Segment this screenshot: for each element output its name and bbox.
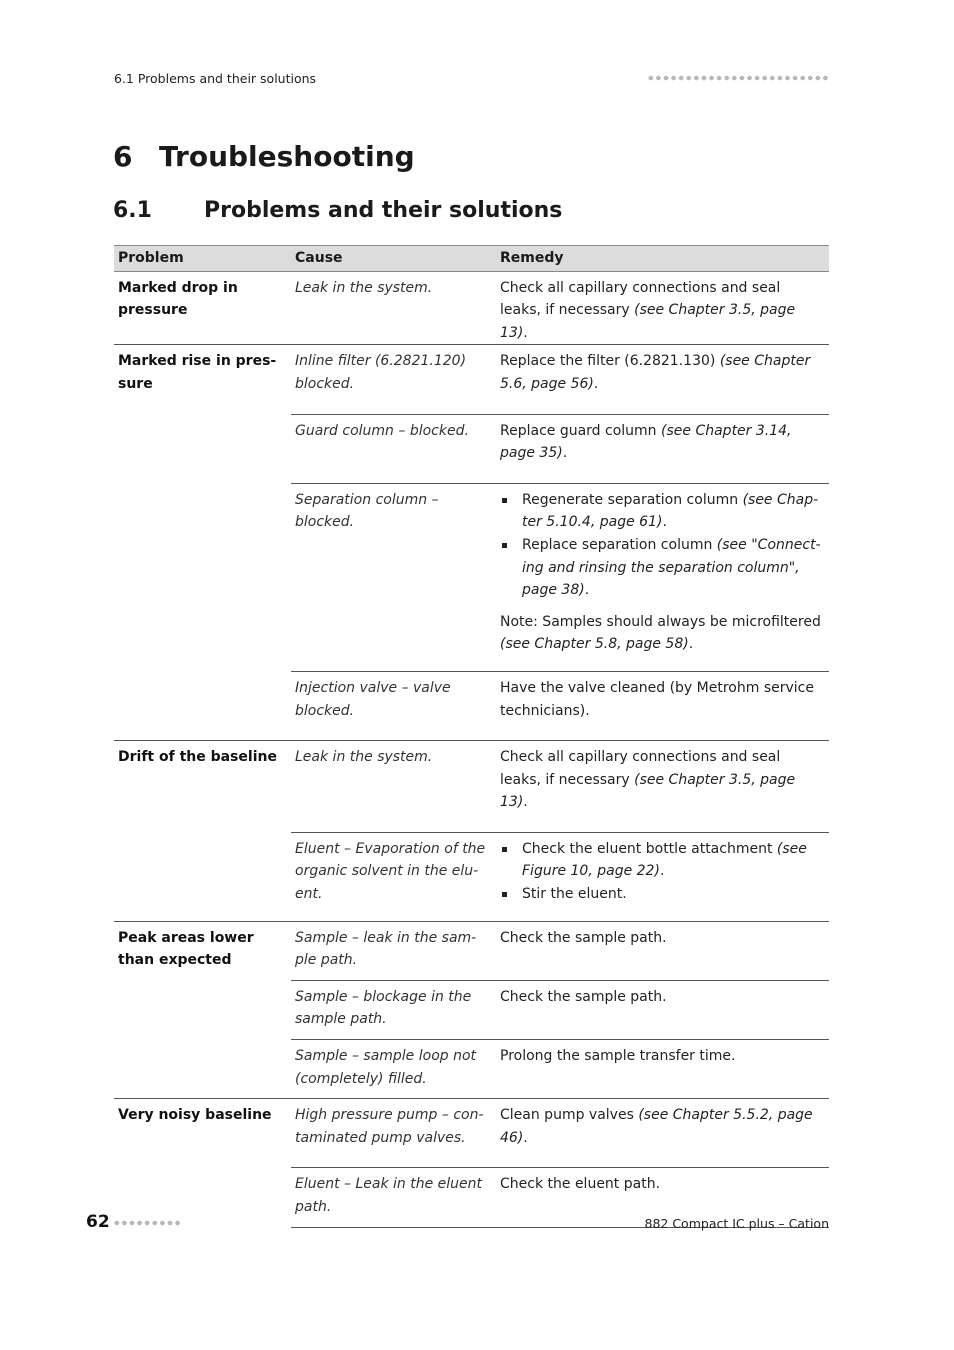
note-end: .	[688, 636, 694, 653]
cause-cell: Leak in the system.	[295, 279, 433, 296]
remedy-end: .	[523, 794, 528, 811]
table-header-row	[114, 246, 829, 272]
table-row	[114, 1099, 829, 1168]
remedy-end: .	[523, 1129, 528, 1146]
cause-cell: High pressure pump – con- taminated pump valves.	[291, 1099, 496, 1168]
remedy-cell	[496, 414, 829, 483]
bullet-end: .	[584, 582, 590, 599]
cause-cell: Sample – sample loop not (completely) filled.	[291, 1040, 496, 1099]
table-row	[114, 271, 829, 345]
remedy-reference: (see Chapter 3.5, page 13)	[500, 302, 796, 341]
list-item	[500, 883, 825, 906]
remedy-bullet-list	[500, 838, 825, 906]
table-row	[114, 921, 829, 980]
table-row	[114, 741, 829, 833]
remedy-end: .	[593, 375, 599, 392]
page-number: 62	[86, 1212, 110, 1232]
remedy-cell	[496, 271, 829, 345]
cause-cell: Guard column – blocked.	[291, 414, 496, 483]
bullet-text: Check the eluent bottle attachment	[522, 840, 773, 857]
column-header-cause: Cause	[291, 246, 496, 272]
problem-cell: Peak areas lower than expected	[114, 921, 291, 1099]
bullet-text: Replace separation column	[522, 536, 713, 553]
column-header-problem: Problem	[114, 246, 291, 272]
cause-cell: Inline filter (6.2821.120) blocked.	[291, 345, 496, 414]
bullet-end: .	[659, 863, 665, 880]
remedy-text: Check all capillary connections and seal leaks, if necessary	[500, 279, 781, 319]
problem-cell: Very noisy baseline	[114, 1099, 291, 1227]
troubleshooting-table	[114, 245, 829, 1228]
column-header-remedy: Remedy	[496, 246, 829, 272]
remedy-cell: Check the sample path.	[496, 921, 829, 980]
chapter-number: 6	[113, 140, 133, 173]
cause-cell: Injection valve – valve blocked.	[291, 671, 496, 740]
bullet-text: Regenerate separation column	[522, 491, 739, 508]
cause-cell: Leak in the system.	[291, 741, 496, 833]
remedy-cell	[496, 741, 829, 833]
running-header: 6.1 Problems and their solutions	[114, 71, 317, 86]
remedy-reference: (see Chapter 5.5.2, page 46)	[500, 1107, 813, 1146]
remedy-bullet-list	[500, 489, 825, 602]
remedy-cell	[496, 345, 829, 414]
cause-cell: Sample – blockage in the sample path.	[291, 980, 496, 1039]
remedy-end: .	[562, 445, 568, 462]
remedy-reference: (see Chapter 3.5, page 13)	[500, 771, 796, 811]
remedy-cell: Have the valve cleaned (by Metrohm service technicians).	[496, 671, 829, 740]
problem-cell: Marked rise in pres- sure	[114, 345, 291, 741]
bullet-text: Stir the eluent.	[522, 886, 627, 903]
remedy-cell: Check the eluent path.	[496, 1168, 829, 1227]
bullet-end: .	[662, 514, 667, 531]
bullet-reference: (see Chap- ter 5.10.4, page 61)	[522, 491, 819, 531]
remedy-text: Replace the filter (6.2821.130)	[500, 353, 716, 370]
section-title	[113, 198, 562, 223]
note-reference: (see Chapter 5.8, page 58)	[500, 636, 689, 653]
cause-cell: Eluent – Leak in the eluent path.	[291, 1168, 496, 1227]
remedy-cell	[496, 832, 829, 921]
problem-cell: Marked drop in pressure	[118, 279, 238, 319]
remedy-reference: (see Chapter 5.6, page 56)	[500, 353, 811, 392]
section-title-text: Problems and their solutions	[204, 198, 563, 223]
remedy-cell	[496, 1099, 829, 1168]
remedy-cell: Prolong the sample transfer time.	[496, 1040, 829, 1099]
remedy-cell	[496, 483, 829, 671]
list-item	[500, 838, 825, 883]
header-dots-decoration	[647, 74, 828, 82]
list-item	[500, 534, 825, 602]
bullet-reference: (see "Connect- ing and rinsing the separation column", page 38)	[522, 536, 821, 599]
remedy-note	[500, 611, 825, 656]
cause-cell: Sample – leak in the sam- ple path.	[291, 921, 496, 980]
footer-product-name: 882 Compact IC plus – Cation	[644, 1216, 829, 1231]
cause-cell: Separation column – blocked.	[291, 483, 496, 671]
note-text: Note: Samples should always be microfiltered	[500, 613, 821, 630]
problem-cell: Drift of the baseline	[114, 741, 291, 922]
remedy-cell: Check the sample path.	[496, 980, 829, 1039]
table-row	[114, 345, 829, 414]
bullet-reference: (see Figure 10, page 22)	[522, 840, 807, 880]
section-number: 6.1	[113, 198, 152, 223]
remedy-end: .	[523, 324, 528, 341]
footer-dots-decoration	[113, 1219, 182, 1227]
list-item	[500, 489, 825, 534]
chapter-title	[113, 140, 415, 173]
remedy-text: Clean pump valves	[500, 1107, 634, 1124]
remedy-text: Replace guard column	[500, 422, 657, 439]
chapter-title-text: Troubleshooting	[159, 140, 415, 173]
remedy-text: Check all capillary connections and seal leaks, if necessary	[500, 749, 781, 788]
remedy-reference: (see Chapter 3.14, page 35)	[500, 422, 792, 462]
cause-cell: Eluent – Evaporation of the organic solvent in the elu- ent.	[291, 832, 496, 921]
